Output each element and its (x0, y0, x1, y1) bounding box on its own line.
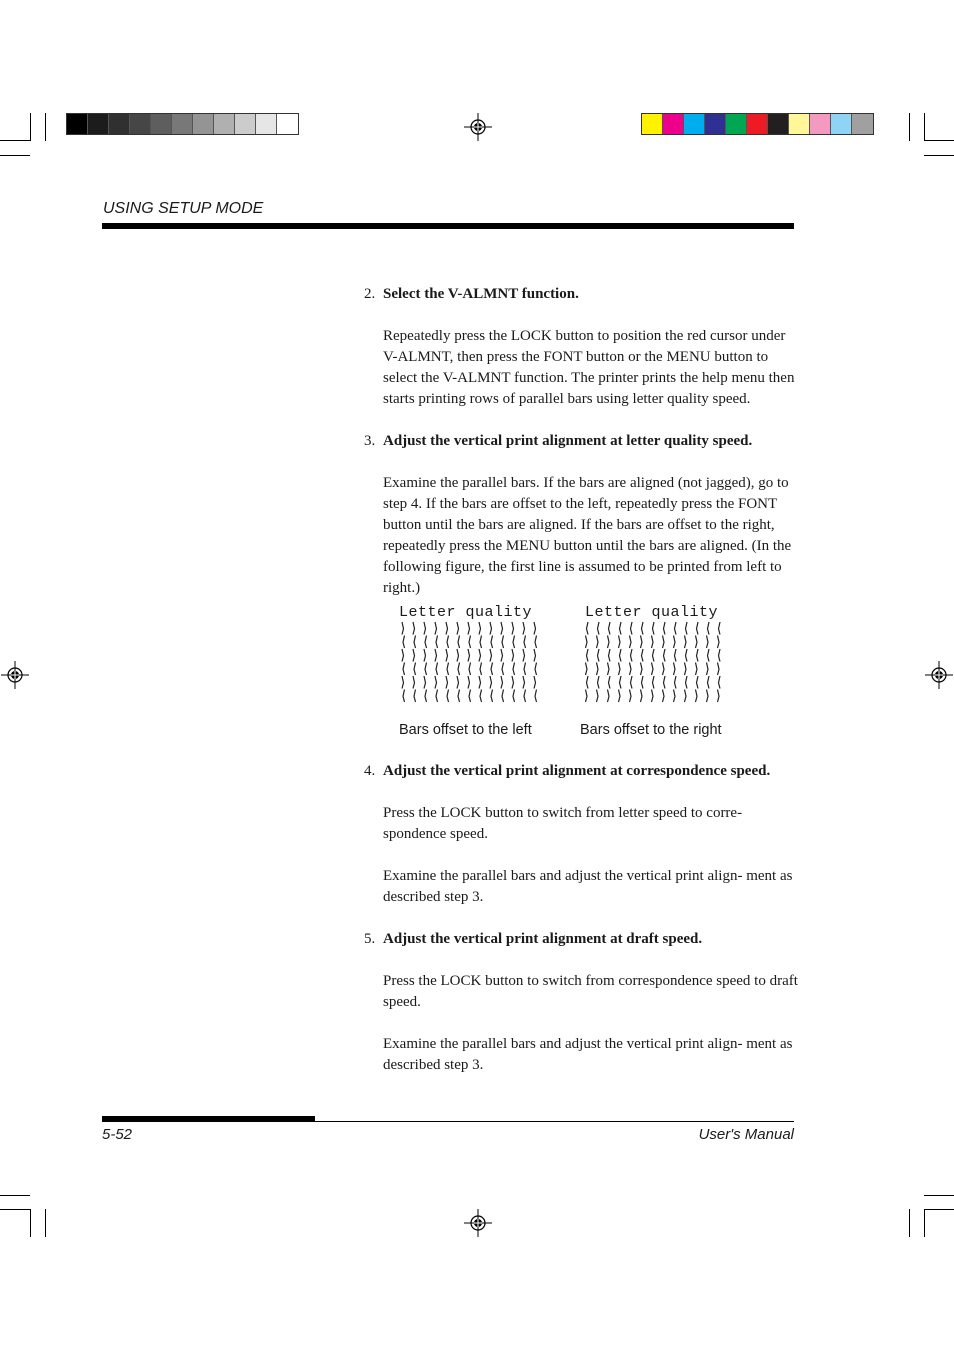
crop-mark (909, 1209, 910, 1237)
printed-bar (597, 663, 599, 676)
printed-bar (685, 663, 687, 676)
printed-bar (620, 649, 622, 662)
printed-bar (630, 690, 632, 703)
printed-bar (413, 622, 415, 635)
crop-mark (0, 140, 30, 141)
step-heading: Select the V-ALMNT function. (383, 286, 579, 302)
printed-bar (685, 636, 687, 649)
printed-bar (403, 663, 405, 676)
printed-bar (435, 649, 437, 662)
printed-bar (708, 676, 710, 689)
color-swatch (151, 114, 172, 134)
printed-bar (479, 676, 481, 689)
step-heading: Adjust the vertical print alignment at correspondence speed. (383, 763, 771, 779)
printed-bar (436, 636, 438, 649)
color-swatch (172, 114, 193, 134)
grayscale-bar (66, 113, 299, 135)
printed-bar (414, 690, 416, 703)
printed-bar (707, 636, 709, 649)
color-bar (641, 113, 874, 135)
printed-bar (524, 690, 526, 703)
printed-bar (642, 622, 644, 635)
printed-bar (696, 636, 698, 649)
printed-bar (630, 663, 632, 676)
printed-bar (620, 676, 622, 689)
crop-mark (45, 113, 46, 141)
step-number: 3. (364, 433, 376, 449)
color-swatch (852, 114, 873, 134)
manual-title: User's Manual (698, 1126, 794, 1143)
printed-bar (608, 690, 610, 703)
printed-bar (587, 676, 589, 689)
printed-bar (609, 622, 611, 635)
printed-bar (534, 676, 536, 689)
printed-bar (402, 676, 404, 689)
printed-bar (425, 663, 427, 676)
crop-mark (924, 140, 954, 141)
crop-mark (0, 1209, 30, 1210)
printed-bar (479, 649, 481, 662)
printed-bar (425, 636, 427, 649)
printed-bar (663, 663, 665, 676)
printed-bar (435, 622, 437, 635)
printed-bar (480, 636, 482, 649)
printed-bar (479, 622, 481, 635)
printed-bar (446, 676, 448, 689)
color-swatch (768, 114, 789, 134)
crop-mark (924, 1209, 925, 1237)
printed-bar (468, 622, 470, 635)
crop-mark (909, 113, 910, 141)
printed-bar (413, 649, 415, 662)
printed-bar (631, 622, 633, 635)
figure-panel-right (585, 605, 755, 707)
printed-bar (534, 649, 536, 662)
printed-bar (641, 663, 643, 676)
crop-mark (924, 1195, 954, 1196)
printed-bar (491, 690, 493, 703)
printed-bar (719, 649, 721, 662)
printed-bar (664, 676, 666, 689)
registration-mark-icon (464, 1209, 492, 1237)
printed-bar (586, 636, 588, 649)
printed-bar (457, 622, 459, 635)
printed-bar (413, 676, 415, 689)
printed-bar (707, 663, 709, 676)
printed-bar (501, 649, 503, 662)
printed-bar (718, 663, 720, 676)
printed-bar (619, 663, 621, 676)
printed-bar (436, 690, 438, 703)
printed-bar (652, 690, 654, 703)
printed-bar (491, 636, 493, 649)
color-swatch (684, 114, 705, 134)
printed-bar (513, 690, 515, 703)
printed-bar (586, 663, 588, 676)
color-swatch (130, 114, 151, 134)
step-heading: Adjust the vertical print alignment at draft speed. (383, 931, 703, 947)
printed-bar (513, 636, 515, 649)
printed-bar (664, 649, 666, 662)
printed-bar (523, 676, 525, 689)
color-swatch (663, 114, 684, 134)
printed-bar (513, 663, 515, 676)
printed-bar (535, 636, 537, 649)
printed-bar (686, 676, 688, 689)
step-paragraph: Press the LOCK button to switch from letter speed to corre- spondence speed. (383, 805, 743, 842)
printed-bar (402, 622, 404, 635)
printed-bar (480, 690, 482, 703)
step-paragraph: Examine the parallel bars and adjust the vertical print align- ment as described step 3. (383, 1036, 793, 1073)
figure-title: Letter quality (585, 604, 719, 621)
printed-bar (491, 663, 493, 676)
printed-bar (597, 636, 599, 649)
printed-bar (490, 676, 492, 689)
printed-bar (490, 622, 492, 635)
color-swatch (810, 114, 831, 134)
step-heading: Adjust the vertical print alignment at letter quality speed. (383, 433, 753, 449)
crop-mark (0, 1195, 30, 1196)
color-swatch (67, 114, 88, 134)
printed-bar (664, 622, 666, 635)
printed-bar (652, 636, 654, 649)
step-paragraph: Repeatedly press the LOCK button to position the red cursor under V-ALMNT, then press the FONT button or the MENU button to select the V-ALMNT function. The printer prints the help menu then starts printing rows of parallel bars using letter quality speed. (383, 328, 795, 407)
printed-bar (718, 690, 720, 703)
printed-bar (425, 690, 427, 703)
registration-mark-icon (1, 661, 29, 689)
printed-bar (501, 676, 503, 689)
figure-title: Letter quality (399, 604, 533, 621)
crop-mark (45, 1209, 46, 1237)
printed-bar (524, 663, 526, 676)
printed-bar (523, 622, 525, 635)
step-paragraph: Examine the parallel bars and adjust the vertical print align- ment as described step 3. (383, 868, 793, 905)
printed-bar (630, 636, 632, 649)
printed-bar (414, 636, 416, 649)
printed-bar (598, 649, 600, 662)
color-swatch (277, 114, 298, 134)
printed-bar (587, 649, 589, 662)
printed-bar (620, 622, 622, 635)
printed-bar (675, 622, 677, 635)
step-number: 4. (364, 763, 376, 779)
printed-bar (663, 690, 665, 703)
color-swatch (235, 114, 256, 134)
printed-bar (502, 636, 504, 649)
printed-bar (534, 622, 536, 635)
color-swatch (726, 114, 747, 134)
printed-bar (501, 622, 503, 635)
registration-mark-icon (925, 661, 953, 689)
printed-bar (674, 663, 676, 676)
printed-bar (675, 649, 677, 662)
printed-bar (524, 636, 526, 649)
color-swatch (88, 114, 109, 134)
color-swatch (789, 114, 810, 134)
printed-bar (424, 622, 426, 635)
printed-bar (457, 676, 459, 689)
printed-bar (608, 636, 610, 649)
color-swatch (747, 114, 768, 134)
printed-bar (609, 649, 611, 662)
printed-bar (468, 676, 470, 689)
printed-bar (424, 649, 426, 662)
color-swatch (256, 114, 277, 134)
color-swatch (705, 114, 726, 134)
printed-bar (512, 676, 514, 689)
crop-mark (924, 155, 954, 156)
printed-bar (653, 622, 655, 635)
page-number: 5-52 (102, 1126, 133, 1143)
printed-bar (719, 676, 721, 689)
step-5 (363, 929, 803, 950)
printed-bar (631, 676, 633, 689)
printed-bar (641, 690, 643, 703)
printed-bar (652, 663, 654, 676)
printed-bar (535, 690, 537, 703)
printed-bar (685, 690, 687, 703)
crop-mark (30, 113, 31, 141)
printed-bar (402, 649, 404, 662)
step-number: 2. (364, 286, 376, 302)
printed-bar (686, 649, 688, 662)
printed-bar (523, 649, 525, 662)
printed-bar (403, 690, 405, 703)
printed-bar (535, 663, 537, 676)
instructions (363, 284, 803, 1076)
printed-bar (697, 649, 699, 662)
footer-rule-thin (315, 1121, 794, 1122)
printed-bar (598, 676, 600, 689)
printed-bar (458, 663, 460, 676)
step-paragraph: Examine the parallel bars. If the bars are aligned (not jagged), go to step 4. If the bars are offset to the left, repeatedly press the FONT button until the bars are aligned. If the bars are offset to the right, repeatedly press the MENU button until the bars are aligned. (In the following figure, the first line is assumed to be printed from left to right.) (383, 475, 792, 596)
printed-bar (718, 636, 720, 649)
printed-bar (586, 690, 588, 703)
printed-bar (674, 636, 676, 649)
printed-bar (587, 622, 589, 635)
step-3 (363, 431, 803, 452)
printed-bar (663, 636, 665, 649)
step-4 (363, 761, 803, 782)
printed-bar (598, 622, 600, 635)
printed-bar (447, 636, 449, 649)
printed-bar (469, 690, 471, 703)
alignment-figure (383, 605, 803, 761)
printed-bar (674, 690, 676, 703)
printed-bar (458, 636, 460, 649)
printed-bar (502, 690, 504, 703)
printed-bar (697, 676, 699, 689)
color-swatch (642, 114, 663, 134)
printed-bar (424, 676, 426, 689)
printed-bar (619, 636, 621, 649)
printed-bar (436, 663, 438, 676)
printed-bar (457, 649, 459, 662)
printed-bar (597, 690, 599, 703)
printed-bar (631, 649, 633, 662)
printed-bar (512, 622, 514, 635)
printed-bar (447, 663, 449, 676)
printed-bar (696, 663, 698, 676)
printed-bar (675, 676, 677, 689)
printed-bar (468, 649, 470, 662)
printed-bar (719, 622, 721, 635)
printed-bar (447, 690, 449, 703)
registration-mark-icon (464, 113, 492, 141)
printed-bar (490, 649, 492, 662)
printed-bar (446, 622, 448, 635)
printed-bar (642, 676, 644, 689)
printed-bar (697, 622, 699, 635)
printed-bar (512, 649, 514, 662)
figure-panel-left (399, 605, 569, 707)
printed-bar (480, 663, 482, 676)
printed-bar (707, 690, 709, 703)
crop-mark (924, 113, 925, 141)
printed-bar (403, 636, 405, 649)
header-rule (102, 223, 794, 229)
step-number: 5. (364, 931, 376, 947)
offset-right-bars (585, 621, 735, 707)
printed-bar (469, 636, 471, 649)
printed-bar (414, 663, 416, 676)
step-paragraph: Press the LOCK button to switch from correspondence speed to draft speed. (383, 973, 798, 1010)
crop-mark (0, 155, 30, 156)
printed-bar (446, 649, 448, 662)
crop-mark (924, 1209, 954, 1210)
color-swatch (831, 114, 852, 134)
offset-left-bars (399, 621, 549, 707)
printed-bar (686, 622, 688, 635)
printed-bar (653, 676, 655, 689)
step-2 (363, 284, 803, 305)
printed-bar (458, 690, 460, 703)
printed-bar (502, 663, 504, 676)
printed-bar (642, 649, 644, 662)
color-swatch (109, 114, 130, 134)
printed-bar (653, 649, 655, 662)
printed-bar (641, 636, 643, 649)
printed-bar (608, 663, 610, 676)
footer-rule-thick (102, 1116, 315, 1122)
printed-bar (708, 649, 710, 662)
printed-bar (696, 690, 698, 703)
printed-bar (609, 676, 611, 689)
color-swatch (214, 114, 235, 134)
printed-bar (435, 676, 437, 689)
printed-bar (469, 663, 471, 676)
color-swatch (193, 114, 214, 134)
figure-caption: Bars offset to the right (580, 722, 722, 738)
figure-caption: Bars offset to the left (399, 722, 532, 738)
running-header: USING SETUP MODE (103, 200, 264, 217)
printed-bar (619, 690, 621, 703)
crop-mark (30, 1209, 31, 1237)
printed-bar (708, 622, 710, 635)
